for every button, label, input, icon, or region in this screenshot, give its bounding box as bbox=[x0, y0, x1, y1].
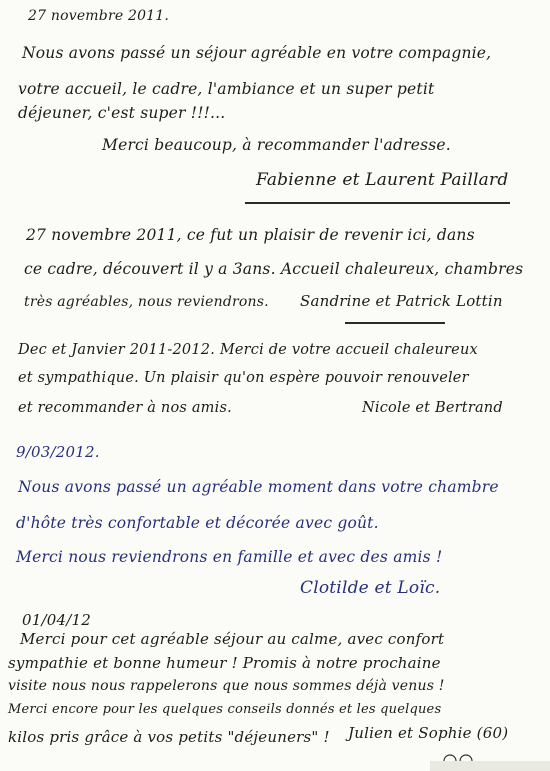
entry-5-line-1: Merci pour cet agréable séjour au calme, avec confort bbox=[20, 630, 445, 648]
entry-3-signature: Nicole et Bertrand bbox=[362, 400, 503, 416]
entry-1-line-2: votre accueil, le cadre, l'ambiance et un super petit bbox=[18, 80, 435, 98]
entry-3-line-3: et recommander à nos amis. bbox=[18, 400, 232, 416]
entry-2-line-1: 27 novembre 2011, ce fut un plaisir de revenir ici, dans bbox=[26, 226, 475, 244]
entry-5-line-3: visite nous nous rappelerons que nous sommes déjà venus ! bbox=[8, 678, 445, 694]
entry-5-line-2: sympathie et bonne humeur ! Promis à notre prochaine bbox=[8, 654, 441, 672]
entry-2-line-2: ce cadre, découvert il y a 3ans. Accueil chaleureux, chambres bbox=[24, 260, 524, 278]
entry-5-signature: Julien et Sophie (60) bbox=[348, 724, 509, 742]
entry-3-line-1: Dec et Janvier 2011-2012. Merci de votre accueil chaleureux bbox=[18, 342, 478, 358]
entry-5-line-5: kilos pris grâce à vos petits "déjeuners" ! bbox=[8, 728, 330, 746]
entry-2-line-3: très agréables, nous reviendrons. bbox=[24, 294, 269, 310]
entry-4-signature: Clotilde et Loïc. bbox=[300, 578, 441, 598]
entry-4-line-2: d'hôte très confortable et décorée avec goût. bbox=[16, 514, 379, 532]
entry-4-line-3: Merci nous reviendrons en famille et avec des amis ! bbox=[16, 548, 443, 566]
entry-3-line-2: et sympathique. Un plaisir qu'on espère pouvoir renouveler bbox=[18, 370, 469, 386]
entry-1-line-4: Merci beaucoup, à recommander l'adresse. bbox=[102, 136, 451, 154]
entry-5-line-4: Merci encore pour les quelques conseils donnés et les quelques bbox=[8, 702, 442, 717]
entry-5-date: 01/04/12 bbox=[22, 611, 91, 629]
entry-1-line-3: déjeuner, c'est super !!!... bbox=[18, 104, 226, 122]
entry-1-line-1: Nous avons passé un séjour agréable en votre compagnie, bbox=[22, 44, 492, 62]
entry-2-signature: Sandrine et Patrick Lottin bbox=[300, 292, 503, 310]
entry-1-divider bbox=[245, 202, 510, 204]
entry-2-divider bbox=[345, 322, 445, 324]
page-corner-shadow bbox=[430, 761, 550, 771]
entry-1-signature: Fabienne et Laurent Paillard bbox=[256, 170, 509, 190]
entry-4-line-1: Nous avons passé un agréable moment dans votre chambre bbox=[18, 478, 499, 496]
entry-1-date: 27 novembre 2011. bbox=[28, 8, 170, 24]
entry-4-date: 9/03/2012. bbox=[16, 443, 100, 461]
